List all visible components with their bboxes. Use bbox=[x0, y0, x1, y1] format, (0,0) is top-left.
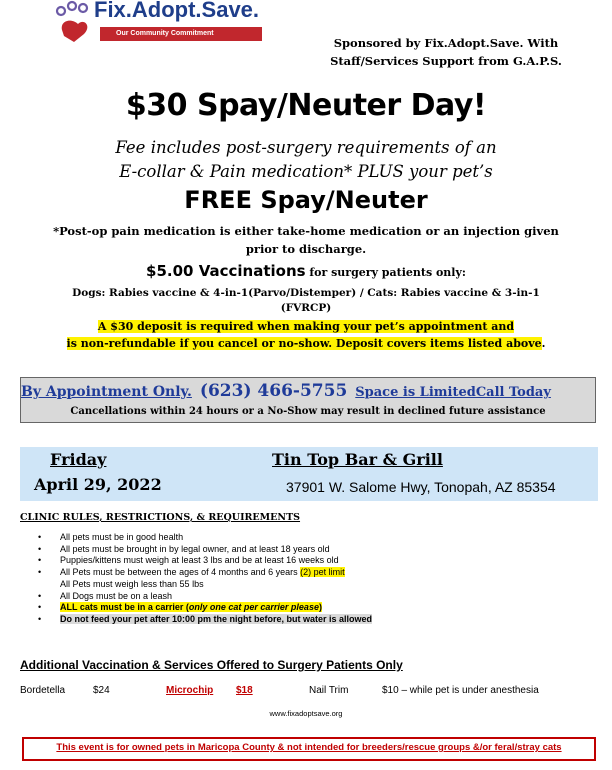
sponsor-line-2: Staff/Services Support from G.A.P.S. bbox=[330, 54, 562, 68]
bullet-icon: • bbox=[38, 532, 42, 542]
footer-disclaimer: This event is for owned pets in Maricopa County & not intended for breeders/rescue groups &/or feral/stray cats bbox=[56, 742, 562, 753]
space-limited-label: Space is LimitedCall Today bbox=[355, 385, 551, 400]
service-microchip-price: $18 bbox=[236, 685, 253, 696]
services-row bbox=[20, 685, 600, 699]
deposit-notice bbox=[10, 318, 602, 352]
cancellation-policy: Cancellations within 24 hours or a No-Show may result in declined future assistance bbox=[70, 406, 546, 417]
postop-note bbox=[20, 222, 592, 258]
event-date: April 29, 2022 bbox=[34, 475, 162, 494]
feeding-rule: Do not feed your pet after 10:00 pm the night before, but water is allowed bbox=[60, 613, 373, 624]
service-microchip: Microchip bbox=[166, 685, 214, 696]
bullet-icon: • bbox=[38, 555, 42, 566]
list-item: • Puppies/kittens must weigh at least 3 lbs and be at least 16 weeks old bbox=[38, 555, 339, 566]
list-item: • All Dogs must be on a leash bbox=[38, 590, 173, 601]
vaccine-details-line-1: Dogs: Rabies vaccine & 4-in-1(Parvo/Distemper) / Cats: Rabies vaccine & 3-in-1 bbox=[72, 287, 540, 299]
footer-disclaimer-box bbox=[22, 737, 596, 761]
postop-line-1: *Post-op pain medication is either take-home medication or an injection given bbox=[53, 224, 559, 238]
fix-adopt-save-logo bbox=[52, 0, 292, 46]
bullet-icon: • bbox=[38, 602, 42, 613]
bullet-icon: • bbox=[38, 567, 42, 578]
by-appointment-label: By Appointment Only. bbox=[21, 384, 192, 400]
sponsor-text bbox=[290, 34, 602, 70]
logo-tagline: Our Community Commitment bbox=[100, 27, 262, 41]
event-details-box bbox=[20, 447, 598, 501]
service-nail-trim: Nail Trim bbox=[309, 685, 349, 696]
page-title: $30 Spay/Neuter Day! bbox=[125, 88, 487, 123]
list-item bbox=[38, 614, 598, 626]
event-venue: Tin Top Bar & Grill bbox=[272, 450, 443, 469]
deposit-period: . bbox=[541, 337, 546, 350]
fee-line-1: Fee includes post-surgery requirements of an bbox=[115, 138, 497, 157]
list-item: • All pets must be in good health bbox=[38, 532, 184, 542]
paw-icon bbox=[52, 0, 92, 46]
vaccinations-note: for surgery patients only: bbox=[305, 266, 466, 279]
logo-name: Fix.Adopt.Save. bbox=[94, 0, 260, 22]
vaccinations-heading bbox=[0, 262, 612, 280]
appointment-line bbox=[21, 381, 595, 401]
vaccine-details bbox=[10, 286, 602, 316]
vaccinations-price: $5.00 Vaccinations bbox=[146, 262, 306, 280]
phone-number[interactable]: (623) 466-5755 bbox=[199, 381, 348, 401]
bullet-icon: • bbox=[38, 613, 42, 624]
list-item bbox=[38, 602, 598, 614]
list-item: • All pets must be brought in by legal owner, and at least 18 years old bbox=[38, 543, 330, 554]
pet-limit-highlight: (2) pet limit bbox=[300, 567, 345, 578]
rules-heading: CLINIC RULES, RESTRICTIONS, & REQUIREMENTS bbox=[20, 512, 301, 523]
bullet-icon: • bbox=[38, 543, 42, 554]
sponsor-line-1: Sponsored by Fix.Adopt.Save. With bbox=[333, 36, 559, 50]
deposit-line-1: A $30 deposit is required when making your pet’s appointment and bbox=[97, 320, 515, 333]
free-spay-neuter-heading: FREE Spay/Neuter bbox=[184, 186, 428, 214]
postop-line-2: prior to discharge. bbox=[245, 242, 367, 256]
additional-services-heading: Additional Vaccination & Services Offered to Surgery Patients Only bbox=[20, 658, 403, 672]
carrier-rule: ALL cats must be in a carrier (only one cat per carrier please) bbox=[60, 602, 322, 613]
list-item-continuation: All Pets must weigh less than 55 lbs bbox=[60, 578, 204, 589]
service-nail-trim-price: $10 – while pet is under anesthesia bbox=[382, 685, 539, 696]
rules-list bbox=[38, 532, 598, 626]
website-link[interactable]: www.fixadoptsave.org bbox=[269, 709, 343, 718]
fee-description bbox=[0, 136, 612, 184]
event-day: Friday bbox=[50, 450, 107, 469]
event-address: 37901 W. Salome Hwy, Tonopah, AZ 85354 bbox=[286, 479, 556, 495]
fee-line-2: E-collar & Pain medication* PLUS your pet’s bbox=[119, 162, 493, 181]
service-bordetella-price: $24 bbox=[93, 685, 110, 696]
list-item: • All Pets must be between the ages of 4 months and 6 years (2) pet limit bbox=[38, 567, 345, 578]
service-bordetella: Bordetella bbox=[20, 685, 66, 696]
appointment-box bbox=[20, 377, 596, 423]
deposit-line-2: is non-refundable if you cancel or no-show. Deposit covers items listed above bbox=[66, 337, 542, 350]
bullet-icon: • bbox=[38, 590, 42, 601]
vaccine-details-line-2: (FVRCP) bbox=[280, 302, 332, 314]
